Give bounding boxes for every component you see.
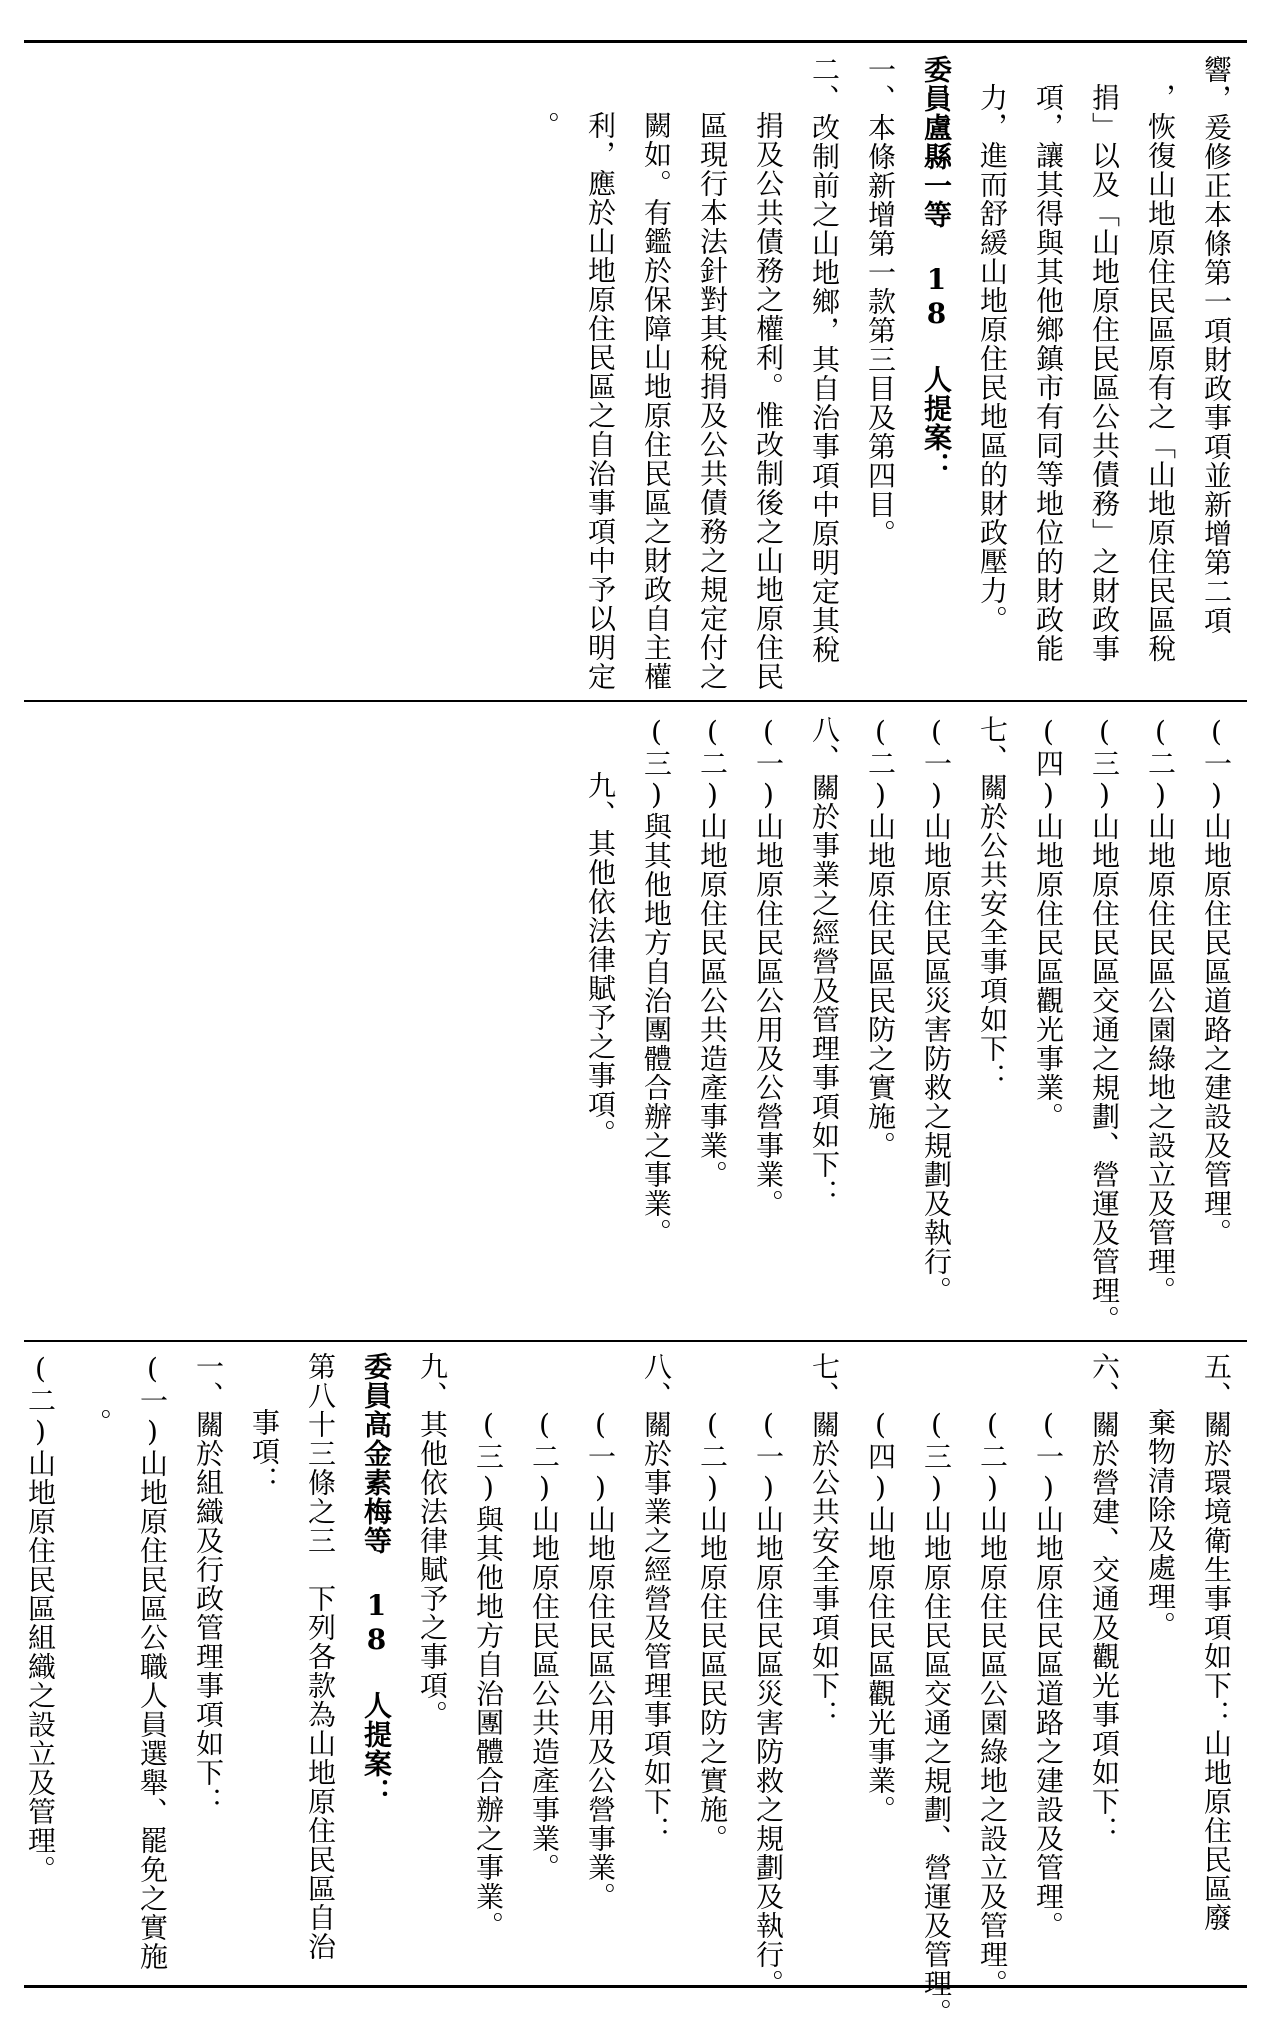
text-line: (三)山地原住民區交通之規劃、營運及管理。 bbox=[1088, 715, 1121, 1334]
text-line: 捐及公共債務之權利。惟改制後之山地原住民 bbox=[752, 111, 785, 691]
text-line bbox=[0, 1352, 12, 1980]
text-line: (二)山地原住民區民防之實施。 bbox=[696, 1408, 729, 1853]
text-line: 五、關於環境衛生事項如下：山地原住民區廢 bbox=[1200, 1352, 1233, 1932]
text-line: 八、關於事業之經營及管理事項如下： bbox=[808, 715, 841, 1208]
text-line: 項，讓其得與其他鄉鎮市有同等地位的財政能 bbox=[1032, 83, 1065, 663]
section-divider-1 bbox=[24, 700, 1247, 702]
text-line: 一、本條新增第一款第三目及第四目。 bbox=[864, 55, 897, 548]
section-divider-2 bbox=[24, 1340, 1247, 1342]
text-line: (二)山地原住民區民防之實施。 bbox=[864, 715, 897, 1160]
text-line: 闕如。有鑑於保障山地原住民區之財政自主權 bbox=[640, 111, 673, 691]
text-line: 七、關於公共安全事項如下： bbox=[976, 715, 1009, 1092]
text-line: (三)山地原住民區交通之規劃、營運及管理。 bbox=[920, 1408, 953, 2027]
text-line: 第八十三條之三 下列各款為山地原住民區自治 bbox=[304, 1352, 337, 1961]
text-line: (二)山地原住民區公共造產事業。 bbox=[696, 715, 729, 1189]
text-line: 一、關於組織及行政管理事項如下： bbox=[192, 1352, 225, 1816]
text-line: 捐」以及「山地原住民區公共債務」之財政事 bbox=[1088, 83, 1121, 663]
text-section-1 bbox=[34, 55, 1244, 690]
top-rule bbox=[24, 40, 1247, 43]
text-line: (一)山地原住民區公用及公營事業。 bbox=[584, 1408, 617, 1911]
text-line: (一)山地原住民區公用及公營事業。 bbox=[752, 715, 785, 1218]
text-line: 九、其他依法律賦予之事項。 bbox=[584, 771, 617, 1148]
text-line: (二)山地原住民區公共造產事業。 bbox=[528, 1408, 561, 1882]
text-section-3 bbox=[24, 1352, 1244, 2027]
text-line: (一)山地原住民區災害防救之規劃及執行。 bbox=[752, 1408, 785, 1998]
text-line: 六、關於營建、交通及觀光事項如下： bbox=[1088, 1352, 1121, 1845]
text-line: 響，爰修正本條第一項財政事項並新增第二項 bbox=[1200, 55, 1233, 635]
text-line: (四)山地原住民區觀光事業。 bbox=[1032, 715, 1065, 1131]
text-line: (一)山地原住民區公職人員選舉、罷免之實施 bbox=[136, 1352, 169, 1971]
text-line: (四)山地原住民區觀光事業。 bbox=[864, 1408, 897, 1824]
text-line: (一)山地原住民區道路之建設及管理。 bbox=[1032, 1408, 1065, 1940]
text-line: (二)山地原住民區公園綠地之設立及管理。 bbox=[1144, 715, 1177, 1305]
text-line: 八、關於事業之經營及管理事項如下： bbox=[640, 1352, 673, 1845]
text-line: 棄物清除及處理。 bbox=[1144, 1408, 1177, 1640]
text-line: 區現行本法針對其稅捐及公共債務之規定付之 bbox=[696, 111, 729, 691]
text-line: 二、改制前之山地鄉，其自治事項中原明定其稅 bbox=[808, 55, 841, 664]
text-line: 。 bbox=[528, 111, 561, 140]
text-line: (二)山地原住民區公園綠地之設立及管理。 bbox=[976, 1408, 1009, 1998]
text-section-2 bbox=[34, 715, 1244, 1334]
text-line: 利，應於山地原住民區之自治事項中予以明定 bbox=[584, 111, 617, 691]
text-line: 力，進而舒緩山地原住民地區的財政壓力。 bbox=[976, 83, 1009, 634]
text-line: (三)與其他地方自治團體合辦之事業。 bbox=[472, 1408, 505, 1940]
text-line: 九、其他依法律賦予之事項。 bbox=[416, 1352, 449, 1729]
text-line: ，恢復山地原住民區原有之「山地原住民區稅 bbox=[1144, 83, 1177, 663]
text-line: (二)山地原住民區組織之設立及管理。 bbox=[24, 1352, 57, 1884]
text-line: (三)與其他地方自治團體合辦之事業。 bbox=[640, 715, 673, 1247]
text-line: 七、關於公共安全事項如下： bbox=[808, 1352, 841, 1729]
text-line: 事項： bbox=[248, 1408, 281, 1495]
text-line: (一)山地原住民區災害防救之規劃及執行。 bbox=[920, 715, 953, 1305]
proposal-heading: 委員高金素梅等 18 人提案： bbox=[360, 1352, 393, 1807]
text-line: (一)山地原住民區道路之建設及管理。 bbox=[1200, 715, 1233, 1247]
text-line: 。 bbox=[80, 1408, 113, 1437]
proposal-heading: 委員盧縣一等 18 人提案： bbox=[920, 55, 953, 481]
bottom-rule bbox=[24, 1985, 1247, 1988]
